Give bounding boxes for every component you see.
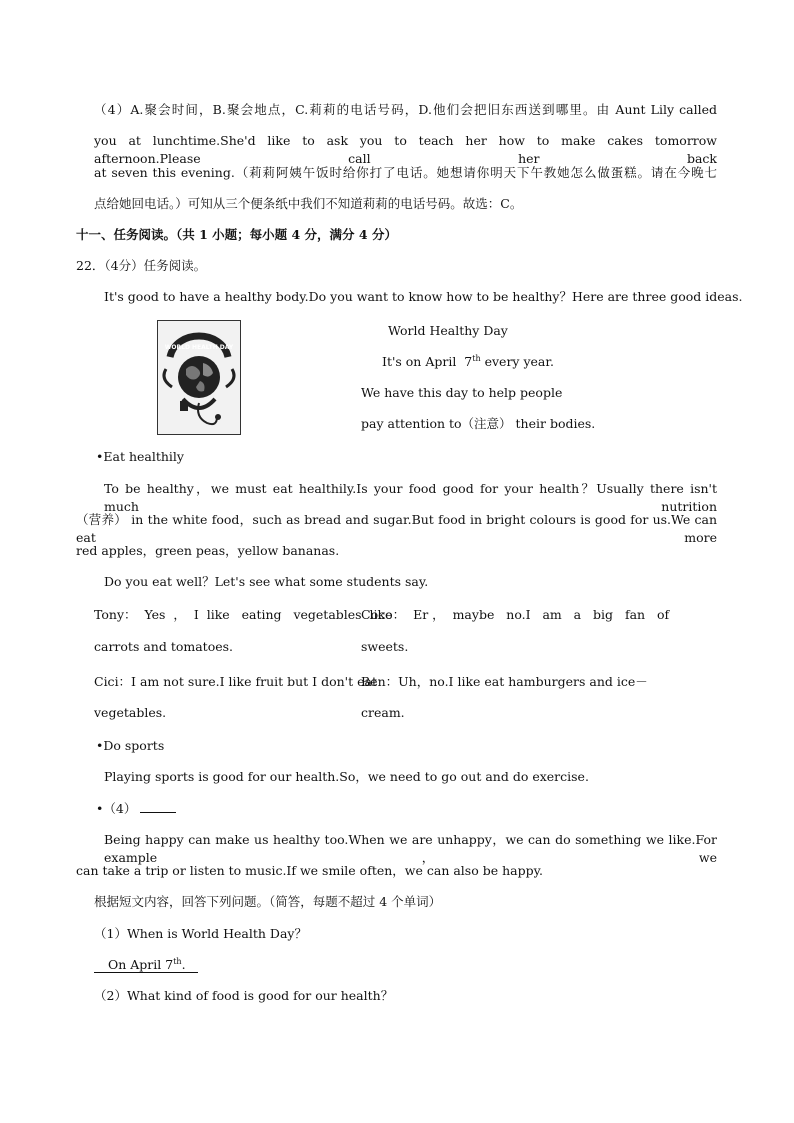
eat-healthily-para-1: To be healthy，we must eat healthily.Is your food good for your health？Usually there isn't much nutrition bbox=[104, 481, 717, 514]
eat-healthily-para-3: red apples，green peas，yellow bananas. bbox=[76, 543, 340, 558]
q4-explanation-line-2: you at lunchtime.She'd like to ask you to teach her how to make cakes tomorrow afternoon.Please call her back bbox=[94, 133, 717, 166]
poster-title: World Healthy Day bbox=[388, 323, 508, 338]
q1-text: （1）When is World Health Day？ bbox=[94, 926, 307, 941]
poster-date-num: 7 bbox=[464, 354, 473, 369]
q2-text: （2）What kind of food is good for our health？ bbox=[94, 988, 394, 1003]
poster-date-prefix: It's on April bbox=[382, 354, 457, 369]
globe-icon bbox=[158, 321, 240, 434]
section-title: 十一、任务阅读。（共 1 小题；每小题 4 分，满分 4 分） bbox=[76, 227, 397, 242]
world-health-day-poster-image bbox=[157, 320, 241, 435]
eat-healthily-para-4: Do you eat well？Let's see what some students say. bbox=[104, 574, 429, 589]
eat-healthily-para-2: （营养） in the white food，such as bread and sugar.But food in bright colours is good for us.We can eat more bbox=[76, 512, 717, 545]
bullet-blank-4 bbox=[96, 800, 176, 818]
q1-answer bbox=[94, 956, 198, 974]
poster-date-suffix: every year. bbox=[480, 354, 554, 369]
student-coco-line-2: sweets. bbox=[361, 639, 409, 654]
student-cici-line-1: Cici：I am not sure.I like fruit but I don't eat bbox=[94, 674, 377, 689]
poster-date-sup: th bbox=[472, 353, 481, 363]
bullet-blank-4-label: •（4） bbox=[96, 801, 137, 816]
poster-image-text: WORLD HEALTH DAY bbox=[164, 344, 234, 351]
student-coco-line-1: Coco： Er ， maybe no.I am a big fan of bbox=[361, 607, 670, 622]
bullet-eat-healthily: •Eat healthily bbox=[96, 449, 184, 464]
student-ben-line-2: cream. bbox=[361, 705, 405, 720]
happy-para-1: Being happy can make us healthy too.When we are unhappy，we can do something we like.For example，we bbox=[104, 832, 717, 865]
q4-explanation-line-4: 点给她回电话。）可知从三个便条纸中我们不知道莉莉的电话号码。故选：C。 bbox=[94, 196, 523, 211]
poster-date-line bbox=[382, 353, 554, 371]
bullet-do-sports: •Do sports bbox=[96, 738, 165, 753]
question-number: 22．（4分）任务阅读。 bbox=[76, 258, 207, 273]
student-tony-line-2: carrots and tomatoes. bbox=[94, 639, 234, 654]
q1-answer-prefix: On April bbox=[108, 957, 166, 972]
q1-answer-sup: th bbox=[173, 956, 182, 966]
q1-answer-suffix: . bbox=[181, 957, 186, 972]
student-tony-line-1: Tony： Yes ， I like eating vegetables like bbox=[94, 607, 393, 622]
question-intro: It's good to have a healthy body.Do you want to know how to be healthy？Here are three good ideas. bbox=[104, 289, 743, 304]
happy-para-2: can take a trip or listen to music.If we smile often，we can also be happy. bbox=[76, 863, 543, 878]
q4-explanation-line-3: at seven this evening.（莉莉阿姨午饭时给你打了电话。她想请你明天下午教她怎么做蛋糕。请在今晚七 bbox=[94, 165, 717, 180]
q1-answer-num: 7 bbox=[165, 957, 174, 972]
instructions: 根据短文内容，回答下列问题。（简答，每题不超过 4 个单词） bbox=[94, 894, 442, 909]
student-ben-line-1: Ben：Uh，no.I like eat hamburgers and ice－ bbox=[361, 674, 648, 689]
poster-line-3: We have this day to help people bbox=[361, 385, 563, 400]
student-cici-line-2: vegetables. bbox=[94, 705, 167, 720]
answer-blank-4[interactable] bbox=[140, 800, 176, 813]
do-sports-para: Playing sports is good for our health.So，we need to go out and do exercise. bbox=[104, 769, 589, 784]
q4-explanation-line-1: （4）A.聚会时间，B.聚会地点，C.莉莉的电话号码，D.他们会把旧东西送到哪里。由 Aunt Lily called bbox=[94, 102, 717, 117]
poster-line-4: pay attention to（注意） their bodies. bbox=[361, 416, 596, 431]
